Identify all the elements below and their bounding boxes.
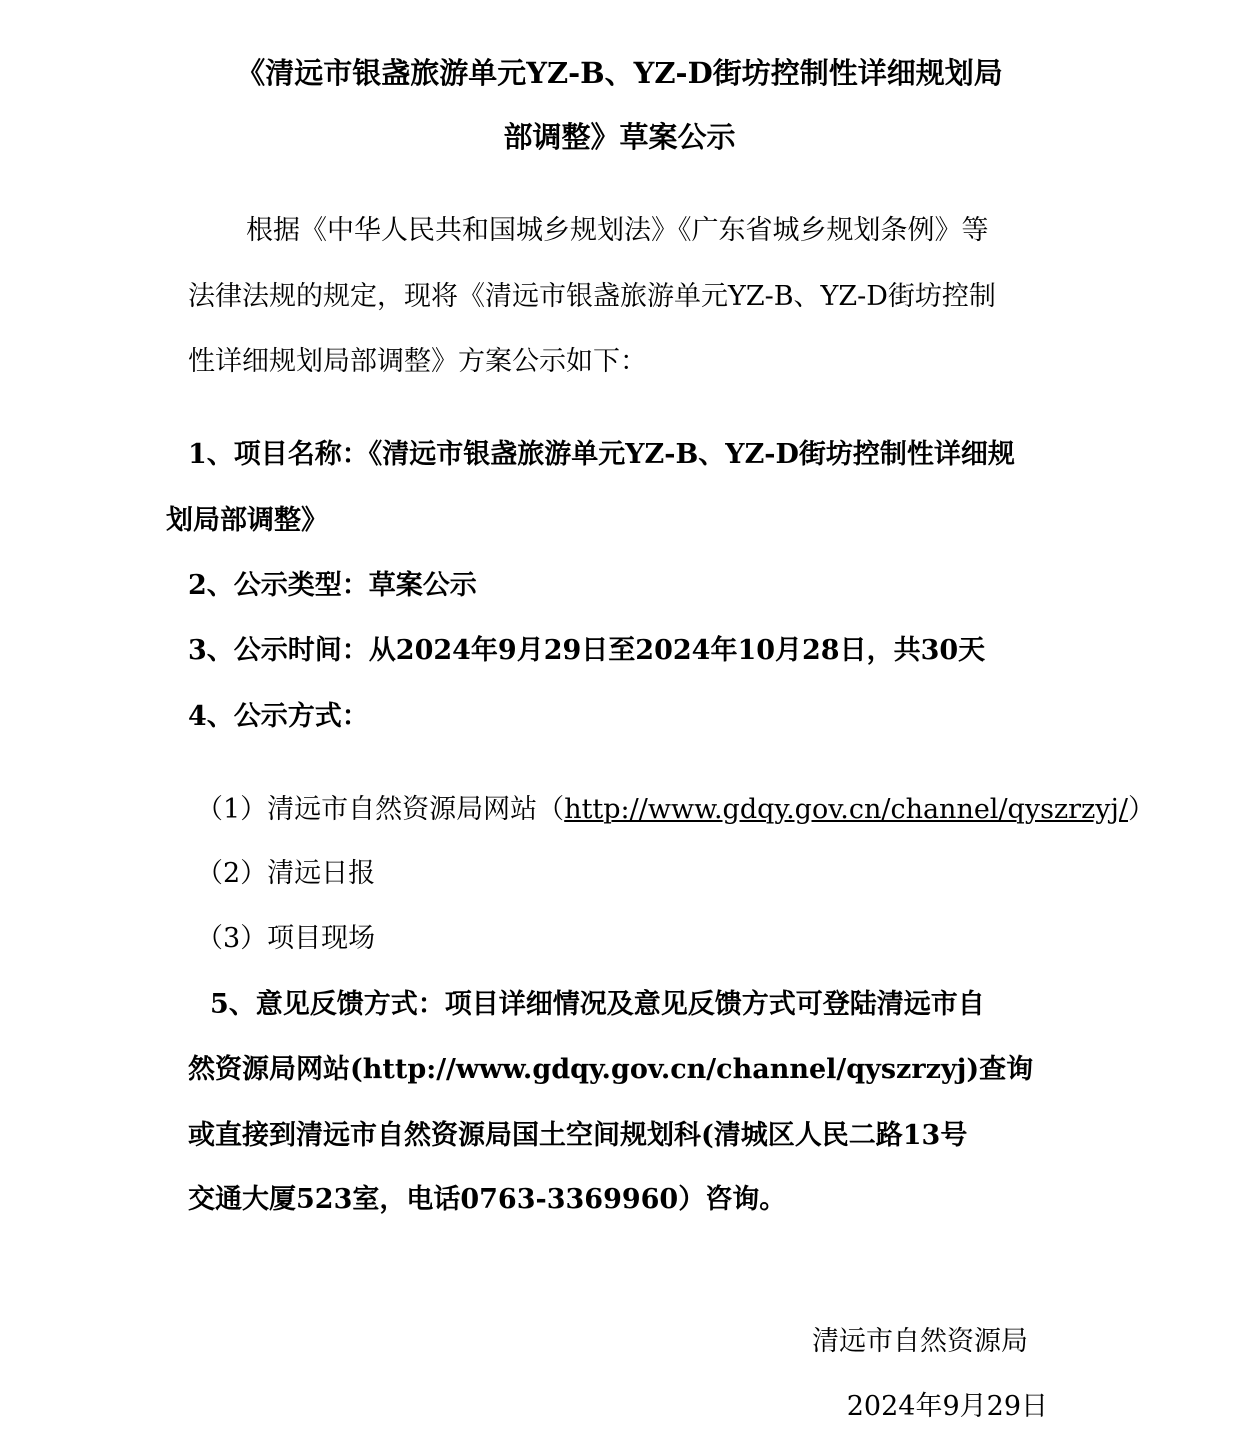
signature-organization: 清远市自然资源局 xyxy=(812,1326,1028,1357)
method-2-newspaper: （2）清远日报 xyxy=(196,858,376,889)
method-3-project-site: （3）项目现场 xyxy=(196,923,376,954)
item-1-project-name-line-2: 划局部调整》 xyxy=(166,505,328,536)
intro-line-2: 法律法规的规定，现将《清远市银盏旅游单元YZ-B、YZ-D街坊控制 xyxy=(188,281,996,312)
method-1-suffix: ） xyxy=(1128,794,1156,825)
item-5-feedback-line-1: 5、意见反馈方式：项目详细情况及意见反馈方式可登陆清远市自 xyxy=(210,989,985,1020)
item-5-feedback-line-3: 或直接到清远市自然资源局国土空间规划科(清城区人民二路13号 xyxy=(188,1120,968,1151)
item-3-announcement-period: 3、公示时间：从2024年9月29日至2024年10月28日，共30天 xyxy=(188,635,986,666)
intro-line-1: 根据《中华人民共和国城乡规划法》《广东省城乡规划条例》等 xyxy=(246,215,989,246)
method-1-prefix: （1）清远市自然资源局网站（ xyxy=(196,794,565,825)
method-1-website-link[interactable]: http://www.gdqy.gov.cn/channel/qyszrzyj/ xyxy=(564,794,1129,825)
item-4-announcement-methods: 4、公示方式： xyxy=(188,701,369,732)
page-title-line-2: 部调整》草案公示 xyxy=(503,120,736,154)
item-1-project-name-line-1: 1、项目名称：《清远市银盏旅游单元YZ-B、YZ-D街坊控制性详细规 xyxy=(188,439,1015,470)
item-2-announcement-type: 2、公示类型：草案公示 xyxy=(188,570,477,601)
page-title-line-1: 《清远市银盏旅游单元YZ-B、YZ-D街坊控制性详细规划局 xyxy=(236,56,1003,90)
intro-line-3: 性详细规划局部调整》方案公示如下： xyxy=(188,346,647,377)
item-5-feedback-line-2: 然资源局网站(http://www.gdqy.gov.cn/channel/qyszrzyj)查询 xyxy=(188,1054,1034,1085)
signature-date: 2024年9月29日 xyxy=(846,1391,1048,1422)
method-1-website xyxy=(196,793,1155,827)
item-5-feedback-line-4: 交通大厦523室，电话0763-3369960）咨询。 xyxy=(188,1184,787,1215)
